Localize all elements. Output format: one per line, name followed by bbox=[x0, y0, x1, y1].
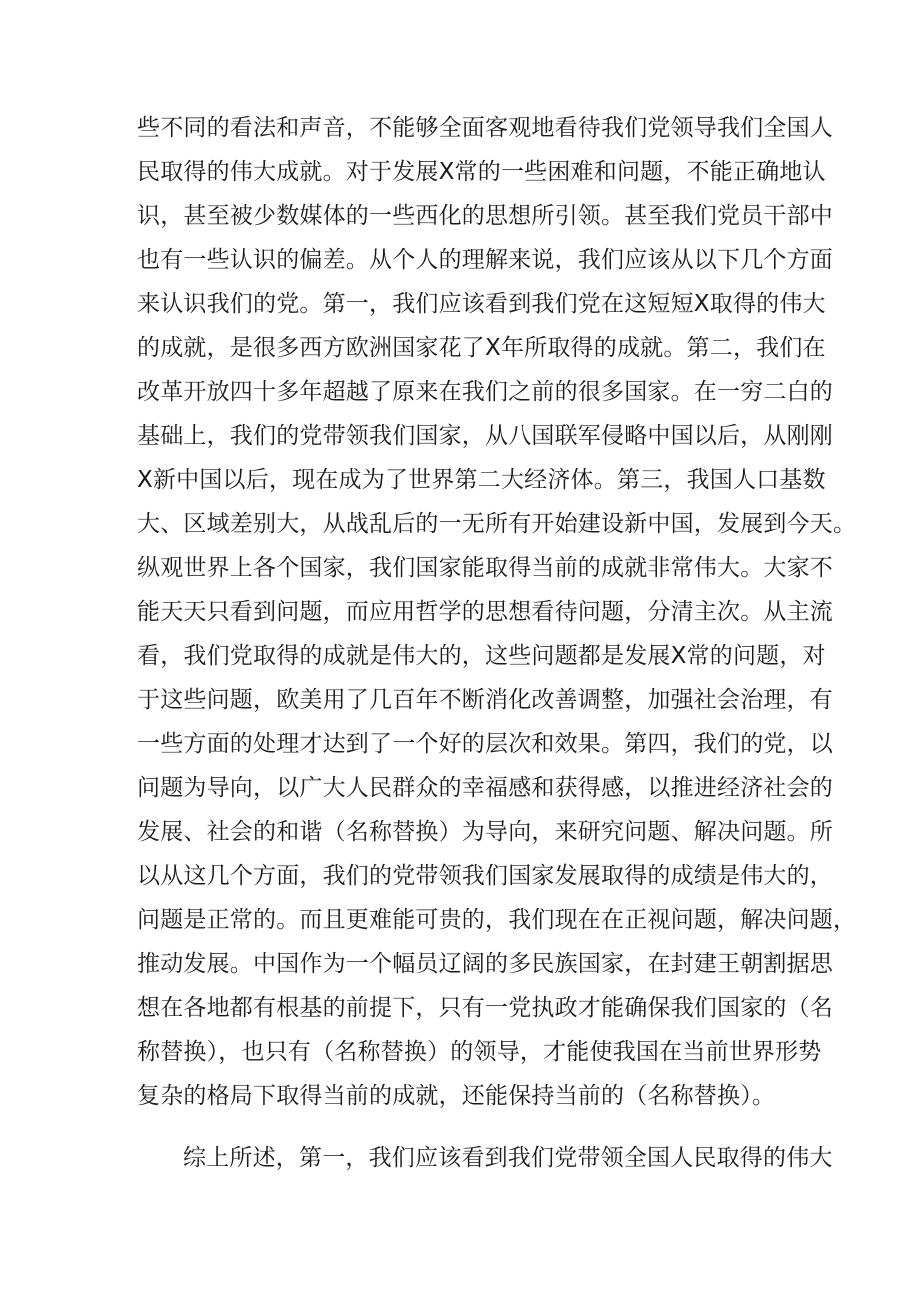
text-line: 问题为导向，以广大人民群众的幸福感和获得感，以推进经济社会的 bbox=[137, 775, 833, 801]
text-line: 基础上，我们的党带领我们国家，从八国联军侵略中国以后，从刚刚 bbox=[137, 423, 833, 449]
paragraph-summary bbox=[137, 1136, 833, 1180]
text-line: 问题是正常的。而且更难能可贵的，我们现在在正视问题，解决问题， bbox=[137, 907, 857, 933]
text-line: 识，甚至被少数媒体的一些西化的思想所引领。甚至我们党员干部中 bbox=[137, 203, 833, 229]
text-line: 改革开放四十多年超越了原来在我们之前的很多国家。在一穷二白的 bbox=[137, 379, 833, 405]
text-line: 民取得的伟大成就。对于发展X常的一些困难和问题，不能正确地认 bbox=[137, 159, 826, 185]
text-line: 发展、社会的和谐（名称替换）为导向，来研究问题、解决问题。所 bbox=[137, 819, 833, 845]
text-line: 综上所述，第一，我们应该看到我们党带领全国人民取得的伟大 bbox=[183, 1145, 833, 1171]
text-line: 以从这几个方面，我们的党带领我们国家发展取得的成绩是伟大的， bbox=[137, 863, 833, 889]
text-line: 能天天只看到问题，而应用哲学的思想看待问题，分清主次。从主流 bbox=[137, 599, 833, 625]
text-line: X新中国以后，现在成为了世界第二大经济体。第三，我国人口基数 bbox=[137, 467, 826, 493]
text-line: 推动发展。中国作为一个幅员辽阔的多民族国家，在封建王朝割据思 bbox=[137, 951, 833, 977]
text-line: 看，我们党取得的成就是伟大的，这些问题都是发展X常的问题，对 bbox=[137, 643, 826, 669]
text-line: 称替换），也只有（名称替换）的领导，才能使我国在当前世界形势 bbox=[137, 1039, 822, 1065]
text-line: 大、区域差别大，从战乱后的一无所有开始建设新中国，发展到今天。 bbox=[137, 511, 857, 537]
paragraph-body bbox=[137, 106, 857, 1118]
text-line: 复杂的格局下取得当前的成就，还能保持当前的（名称替换）。 bbox=[137, 1083, 776, 1109]
text-line: 的成就，是很多西方欧洲国家花了X年所取得的成就。第二，我们在 bbox=[137, 335, 826, 361]
text-line: 想在各地都有根基的前提下，只有一党执政才能确保我们国家的（名 bbox=[137, 995, 833, 1021]
text-line: 也有一些认识的偏差。从个人的理解来说，我们应该从以下几个方面 bbox=[137, 247, 833, 273]
text-line: 纵观世界上各个国家，我们国家能取得当前的成就非常伟大。大家不 bbox=[137, 555, 833, 581]
text-line: 一些方面的处理才达到了一个好的层次和效果。第四，我们的党，以 bbox=[137, 731, 833, 757]
text-line: 来认识我们的党。第一，我们应该看到我们党在这短短X取得的伟大 bbox=[137, 291, 826, 317]
text-line: 些不同的看法和声音，不能够全面客观地看待我们党领导我们全国人 bbox=[137, 115, 833, 141]
text-line: 于这些问题，欧美用了几百年不断消化改善调整，加强社会治理，有 bbox=[137, 687, 833, 713]
